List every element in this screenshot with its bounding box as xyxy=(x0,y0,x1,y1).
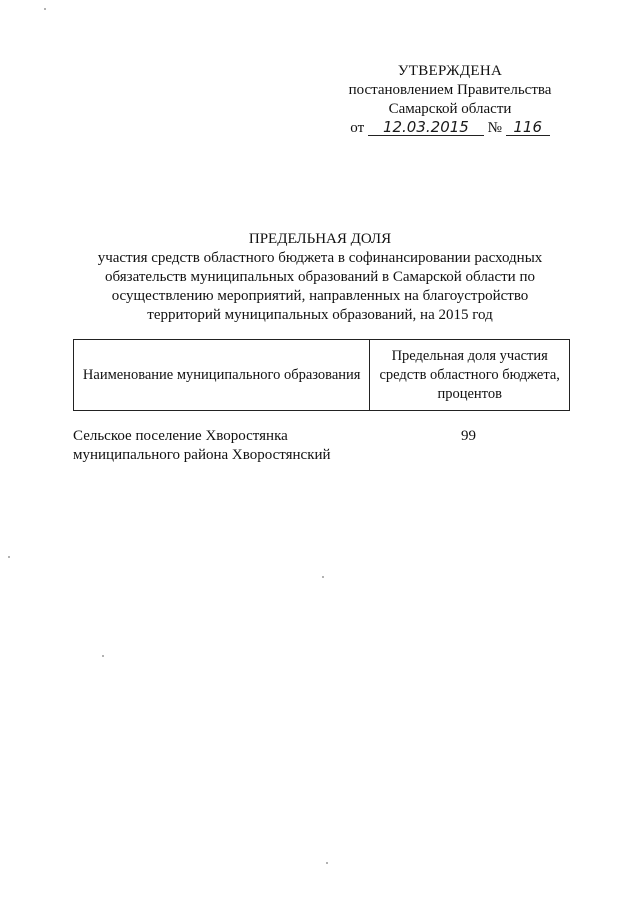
document-heading xyxy=(70,230,570,325)
from-label: от xyxy=(350,120,365,136)
scan-speck xyxy=(322,576,324,578)
heading-subtitle-line: участия средств областного бюджета в софинансировании расходных xyxy=(97,250,543,266)
share-value: 99 xyxy=(461,428,476,444)
column-header-share: Предельная доля участия средств областного бюджета, процентов xyxy=(370,340,570,411)
approval-line-2: Самарской области xyxy=(388,101,512,117)
number-label: № xyxy=(487,120,502,136)
approval-stamp xyxy=(340,62,560,138)
column-header-name: Наименование муниципального образования xyxy=(74,340,370,411)
municipality-name: Сельское поселение Хворостянка муниципального района Хворостянский xyxy=(73,428,331,463)
approval-dateline xyxy=(340,119,560,138)
approval-line-1: постановлением Правительства xyxy=(348,82,552,98)
heading-title: ПРЕДЕЛЬНАЯ ДОЛЯ xyxy=(248,231,392,247)
heading-subtitle-line: осуществлению мероприятий, направленных на благоустройство xyxy=(111,288,529,304)
share-table-header xyxy=(73,339,570,411)
handwritten-date: 12.03.2015 xyxy=(368,119,484,136)
scan-speck xyxy=(8,556,10,558)
scan-speck xyxy=(102,655,104,657)
handwritten-number: 116 xyxy=(506,119,550,136)
heading-subtitle-line: территорий муниципальных образований, на 2015 год xyxy=(147,307,493,323)
scan-speck xyxy=(326,862,328,864)
heading-subtitle-line: обязательств муниципальных образований в Самарской области по xyxy=(105,269,535,285)
approval-title: УТВЕРЖДЕНА xyxy=(397,63,503,79)
scan-speck xyxy=(44,8,46,10)
